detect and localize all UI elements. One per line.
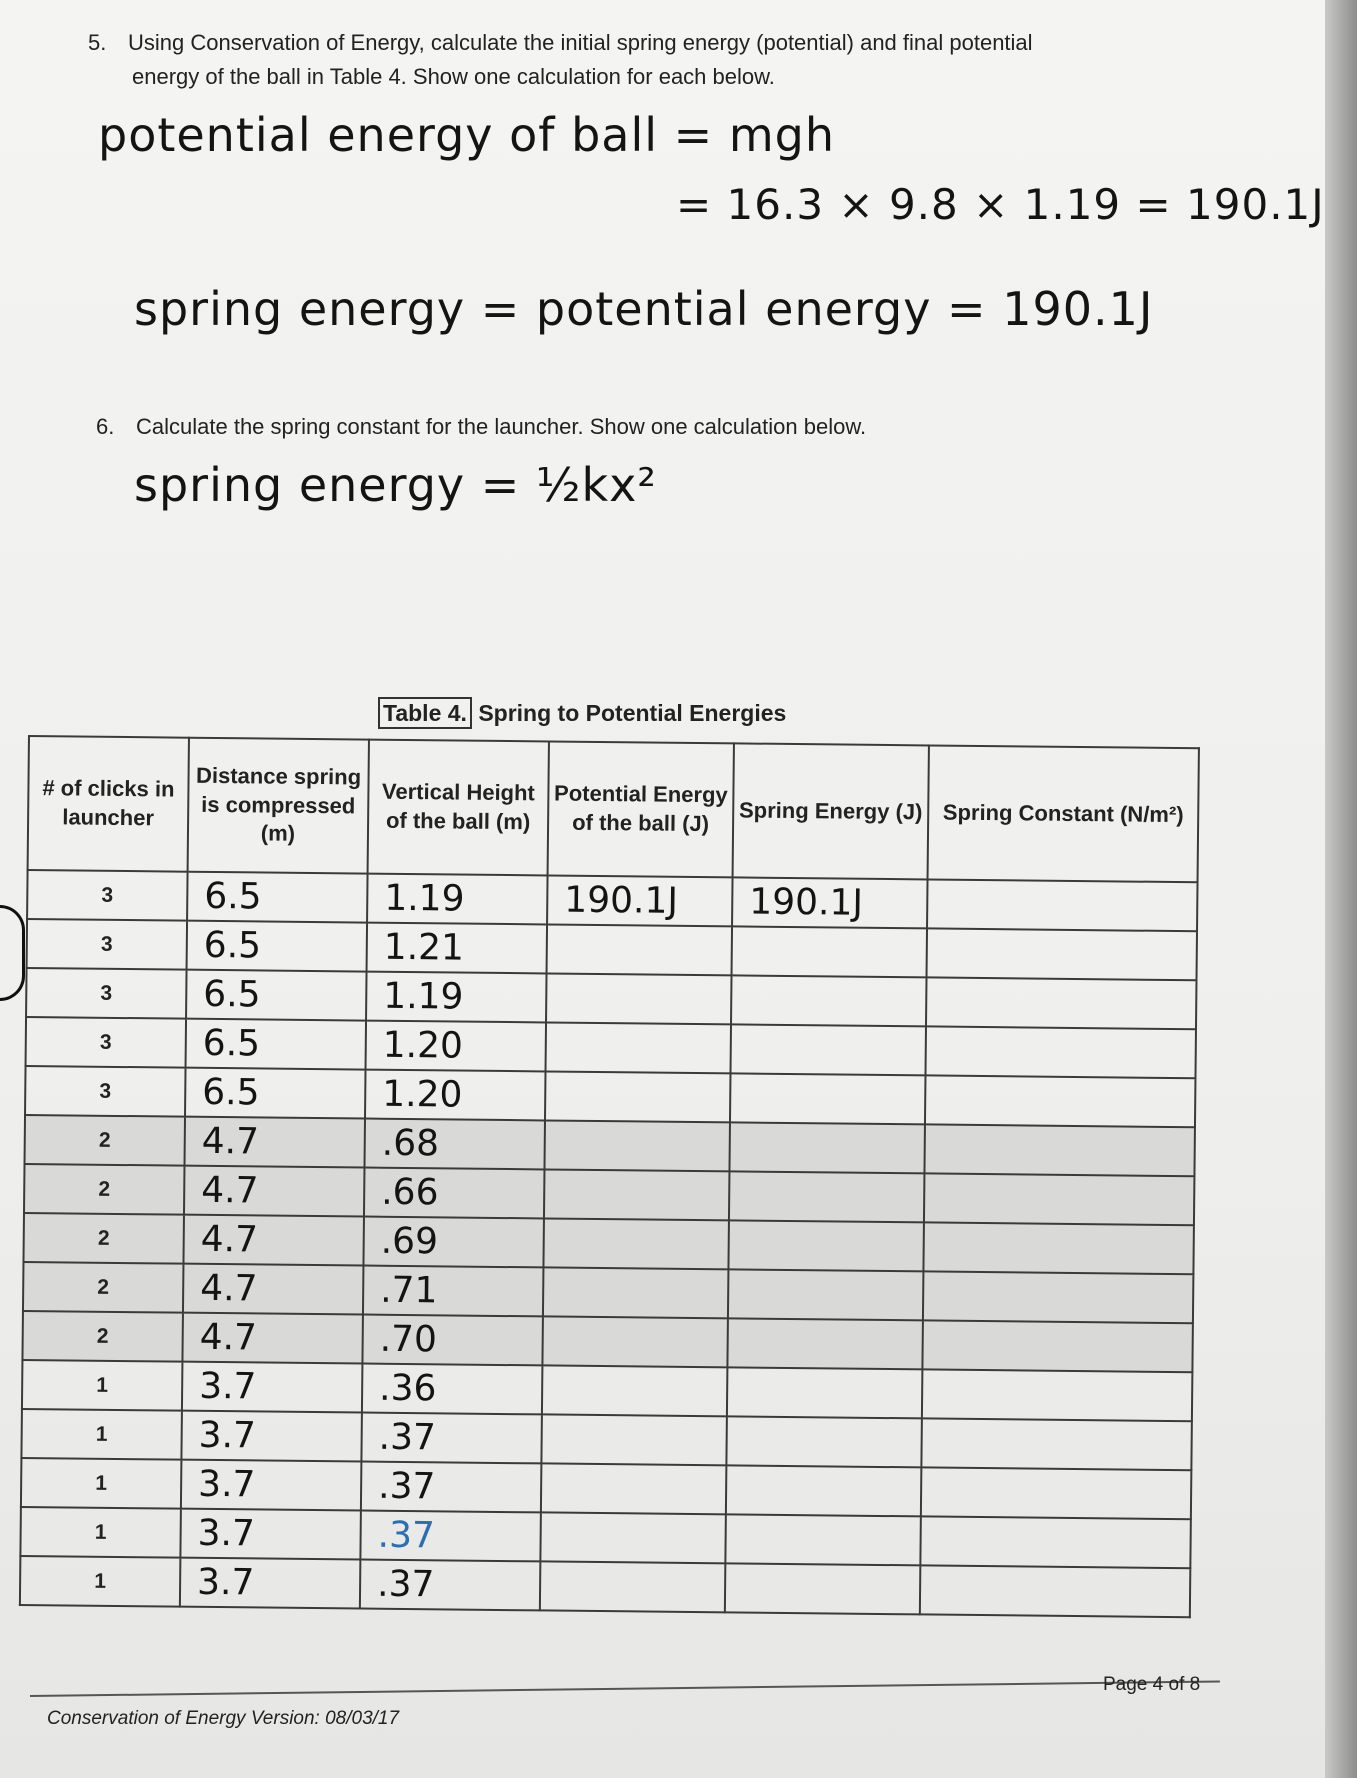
potential-energy-cell — [546, 973, 732, 1024]
clicks-cell: 3 — [25, 1066, 186, 1117]
footer-version: Conservation of Energy Version: 08/03/17 — [47, 1708, 400, 1729]
potential-energy-cell — [540, 1512, 726, 1563]
spring-energy-cell — [732, 926, 928, 977]
spring-energy-cell — [727, 1367, 923, 1418]
distance-cell: 4.7 — [182, 1313, 363, 1364]
answer-5-line-2: = 16.3 × 9.8 × 1.19 = 190.1J — [676, 180, 1325, 229]
table-title-label: Table 4. — [378, 697, 472, 729]
question-6 — [96, 410, 1096, 444]
spring-energy-cell — [729, 1171, 925, 1222]
margin-bracket-mark — [0, 905, 25, 1001]
distance-cell: 4.7 — [183, 1264, 364, 1315]
spring-energy-cell — [728, 1220, 924, 1271]
table-header-row — [28, 736, 1199, 882]
height-cell: 1.19 — [367, 874, 548, 925]
question-6-text: Calculate the spring constant for the launcher. Show one calculation below. — [136, 414, 867, 439]
spring-energy-cell: 190.1J — [732, 877, 928, 928]
potential-energy-cell — [544, 1120, 730, 1171]
clicks-cell: 2 — [23, 1213, 184, 1264]
spring-energy-table — [19, 735, 1200, 1618]
distance-cell: 4.7 — [184, 1117, 365, 1168]
question-5-line-1: Using Conservation of Energy, calculate the initial spring energy (potential) and final potential — [128, 30, 1033, 55]
potential-energy-cell — [547, 924, 733, 975]
table-title-text: Spring to Potential Energies — [478, 700, 787, 726]
height-cell: .68 — [364, 1119, 545, 1170]
spring-constant-cell — [920, 1516, 1190, 1568]
table-title — [378, 700, 786, 727]
potential-energy-cell — [546, 1022, 732, 1073]
spring-constant-cell — [927, 928, 1197, 980]
distance-cell: 3.7 — [180, 1558, 361, 1609]
spring-constant-cell — [921, 1418, 1191, 1470]
clicks-cell: 3 — [27, 919, 188, 970]
potential-energy-cell — [544, 1169, 730, 1220]
height-cell: 1.21 — [367, 923, 548, 974]
answer-5-line-1: potential energy of ball = mgh — [98, 108, 836, 162]
page-edge-shadow — [1325, 0, 1357, 1778]
header-height: Vertical Height of the ball (m) — [368, 740, 549, 876]
distance-cell: 3.7 — [180, 1509, 361, 1560]
height-cell: .37 — [361, 1462, 542, 1513]
distance-cell: 6.5 — [187, 872, 368, 923]
height-cell: .37 — [360, 1560, 541, 1611]
header-distance: Distance spring is compressed (m) — [188, 738, 369, 874]
potential-energy-cell: 190.1J — [547, 875, 733, 926]
potential-energy-cell — [542, 1316, 728, 1367]
spring-energy-cell — [726, 1465, 922, 1516]
clicks-cell: 1 — [21, 1458, 182, 1509]
question-5 — [88, 26, 1208, 94]
question-6-number: 6. — [96, 414, 115, 439]
spring-energy-cell — [726, 1416, 922, 1467]
spring-constant-cell — [925, 1026, 1195, 1078]
spring-constant-cell — [921, 1467, 1191, 1519]
clicks-cell: 1 — [20, 1507, 181, 1558]
question-5-line-2: energy of the ball in Table 4. Show one calculation for each below. — [132, 64, 775, 90]
spring-constant-cell — [926, 977, 1196, 1029]
header-potential-energy: Potential Energy of the ball (J) — [548, 741, 734, 877]
height-cell: .66 — [364, 1168, 545, 1219]
distance-cell: 3.7 — [181, 1411, 362, 1462]
potential-energy-cell — [542, 1365, 728, 1416]
clicks-cell: 2 — [24, 1164, 185, 1215]
potential-energy-cell — [540, 1561, 726, 1612]
clicks-cell: 3 — [26, 1017, 187, 1068]
distance-cell: 6.5 — [186, 1019, 367, 1070]
footer-divider — [30, 1680, 1220, 1697]
spring-constant-cell — [922, 1369, 1192, 1421]
spring-energy-cell — [725, 1563, 921, 1614]
potential-energy-cell — [543, 1218, 729, 1269]
spring-energy-cell — [730, 1024, 926, 1075]
clicks-cell: 3 — [26, 968, 187, 1019]
distance-cell: 3.7 — [181, 1460, 362, 1511]
spring-constant-cell — [920, 1565, 1190, 1617]
height-cell: .36 — [362, 1364, 543, 1415]
spring-constant-cell — [924, 1173, 1194, 1225]
answer-5-line-3: spring energy = potential energy = 190.1J — [134, 282, 1154, 336]
header-clicks: # of clicks in launcher — [28, 736, 189, 872]
answer-6-line-1: spring energy = ½kx² — [134, 458, 657, 512]
spring-constant-cell — [922, 1320, 1192, 1372]
height-cell: 1.20 — [366, 1021, 547, 1072]
spring-energy-cell — [729, 1122, 925, 1173]
distance-cell: 4.7 — [183, 1215, 364, 1266]
spring-energy-cell — [725, 1514, 921, 1565]
spring-constant-cell — [923, 1222, 1193, 1274]
header-spring-constant: Spring Constant (N/m²) — [928, 745, 1199, 882]
height-cell: 1.20 — [365, 1070, 546, 1121]
question-5-number: 5. — [88, 30, 107, 55]
spring-constant-cell — [923, 1271, 1193, 1323]
clicks-cell: 3 — [27, 870, 188, 921]
distance-cell: 3.7 — [182, 1362, 363, 1413]
spring-constant-cell — [924, 1124, 1194, 1176]
header-spring-energy: Spring Energy (J) — [733, 743, 929, 879]
spring-constant-cell — [925, 1075, 1195, 1127]
height-cell: 1.19 — [366, 972, 547, 1023]
height-cell: .71 — [363, 1266, 544, 1317]
potential-energy-cell — [543, 1267, 729, 1318]
height-cell: .69 — [363, 1217, 544, 1268]
clicks-cell: 2 — [25, 1115, 186, 1166]
spring-energy-cell — [730, 1073, 926, 1124]
clicks-cell: 2 — [22, 1311, 183, 1362]
clicks-cell: 1 — [20, 1556, 181, 1607]
spring-energy-cell — [727, 1318, 923, 1369]
distance-cell: 4.7 — [184, 1166, 365, 1217]
spring-energy-cell — [731, 975, 927, 1026]
spring-constant-cell — [927, 879, 1197, 931]
clicks-cell: 1 — [21, 1409, 182, 1460]
potential-energy-cell — [545, 1071, 731, 1122]
distance-cell: 6.5 — [185, 1068, 366, 1119]
height-cell: .37 — [360, 1511, 541, 1562]
footer-page-number: Page 4 of 8 — [1103, 1674, 1201, 1695]
spring-energy-cell — [728, 1269, 924, 1320]
potential-energy-cell — [541, 1414, 727, 1465]
clicks-cell: 2 — [23, 1262, 184, 1313]
distance-cell: 6.5 — [187, 921, 368, 972]
height-cell: .70 — [362, 1315, 543, 1366]
potential-energy-cell — [541, 1463, 727, 1514]
height-cell: .37 — [361, 1413, 542, 1464]
clicks-cell: 1 — [22, 1360, 183, 1411]
distance-cell: 6.5 — [186, 970, 367, 1021]
